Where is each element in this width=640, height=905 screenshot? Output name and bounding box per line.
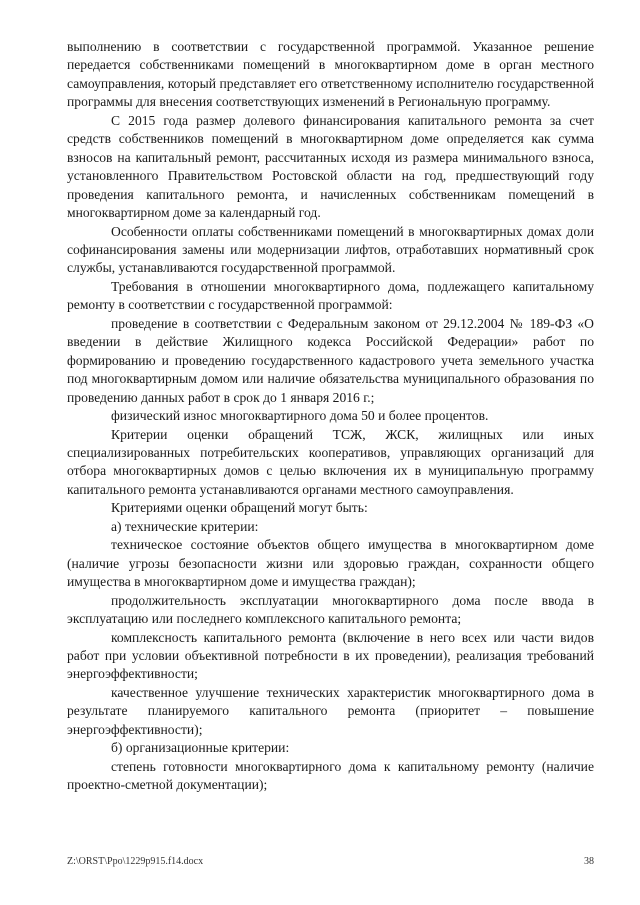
footer-file-path: Z:\ORST\Ppo\1229p915.f14.docx (67, 856, 204, 867)
paragraph: проведение в соответствии с Федеральным законом от 29.12.2004 № 189-ФЗ «О введении в действие Жилищного кодекса Российской Федерации» работ по формированию и проведению государственного кадастрового учета земельного участка под многоквартирным домом или наличие обязательства муниципального образования по проведению данных работ в срок до 1 января 2016 г.; (67, 315, 594, 405)
paragraph: продолжительность эксплуатации многоквартирного дома после ввода в эксплуатацию или последнего комплексного капитального ремонта; (67, 592, 594, 627)
paragraph: Критерии оценки обращений ТСЖ, ЖСК, жилищных или иных специализированных потребительских кооперативов, управляющих организаций для отбора многоквартирных домов с целью включения их в муниципальную программу капитального ремонта устанавливаются органами местного самоуправления. (67, 426, 594, 497)
paragraph: б) организационные критерии: (111, 740, 290, 756)
paragraph: а) технические критерии: (111, 518, 259, 534)
paragraph: С 2015 года размер долевого финансирования капитального ремонта за счет средств собственников помещений в многоквартирном доме определяется как сумма взносов на капитальный ремонт, рассчитанных исходя из размера минимального взноса, установленного Правительством Ростовской области на год, предшествующий году проведения капитального ремонта, и начисленных собственникам помещений в многоквартирном доме за календарный год. (67, 112, 594, 221)
paragraph: техническое состояние объектов общего имущества в многоквартирном доме (наличие угрозы безопасности жизни или здоровью граждан, сохранности общего имущества в многоквартирном доме и имущества граждан); (67, 537, 594, 590)
paragraph: качественное улучшение технических характеристик многоквартирного дома в результате планируемого капитального ремонта (приоритет – повышение энергоэффективности); (67, 684, 594, 737)
footer-page-number: 38 (584, 856, 594, 867)
paragraph: физический износ многоквартирного дома 50 и более процентов. (111, 408, 489, 424)
paragraph: Требования в отношении многоквартирного дома, подлежащего капитальному ремонту в соответствии с государственной программой: (67, 278, 594, 313)
document-body (67, 38, 594, 795)
paragraph: комплексность капитального ремонта (включение в него всех или части видов работ при условии объективной потребности в их проведении), реализация требований энергоэффективности; (67, 629, 594, 682)
paragraph: выполнению в соответствии с государственной программой. Указанное решение передается собственниками помещений в многоквартирном доме в орган местного самоуправления, который представляет его ответственному исполнителю государственной программы для внесения соответствующих изменений в Региональную программу. (67, 39, 594, 110)
paragraph: Особенности оплаты собственниками помещений в многоквартирных домах доли софинансирования замены или модернизации лифтов, отработавших нормативный срок службы, устанавливаются государственной программой. (67, 223, 594, 276)
paragraph: степень готовности многоквартирного дома к капитальному ремонту (наличие проектно-сметной документации); (67, 758, 594, 793)
paragraph: Критериями оценки обращений могут быть: (111, 500, 368, 516)
